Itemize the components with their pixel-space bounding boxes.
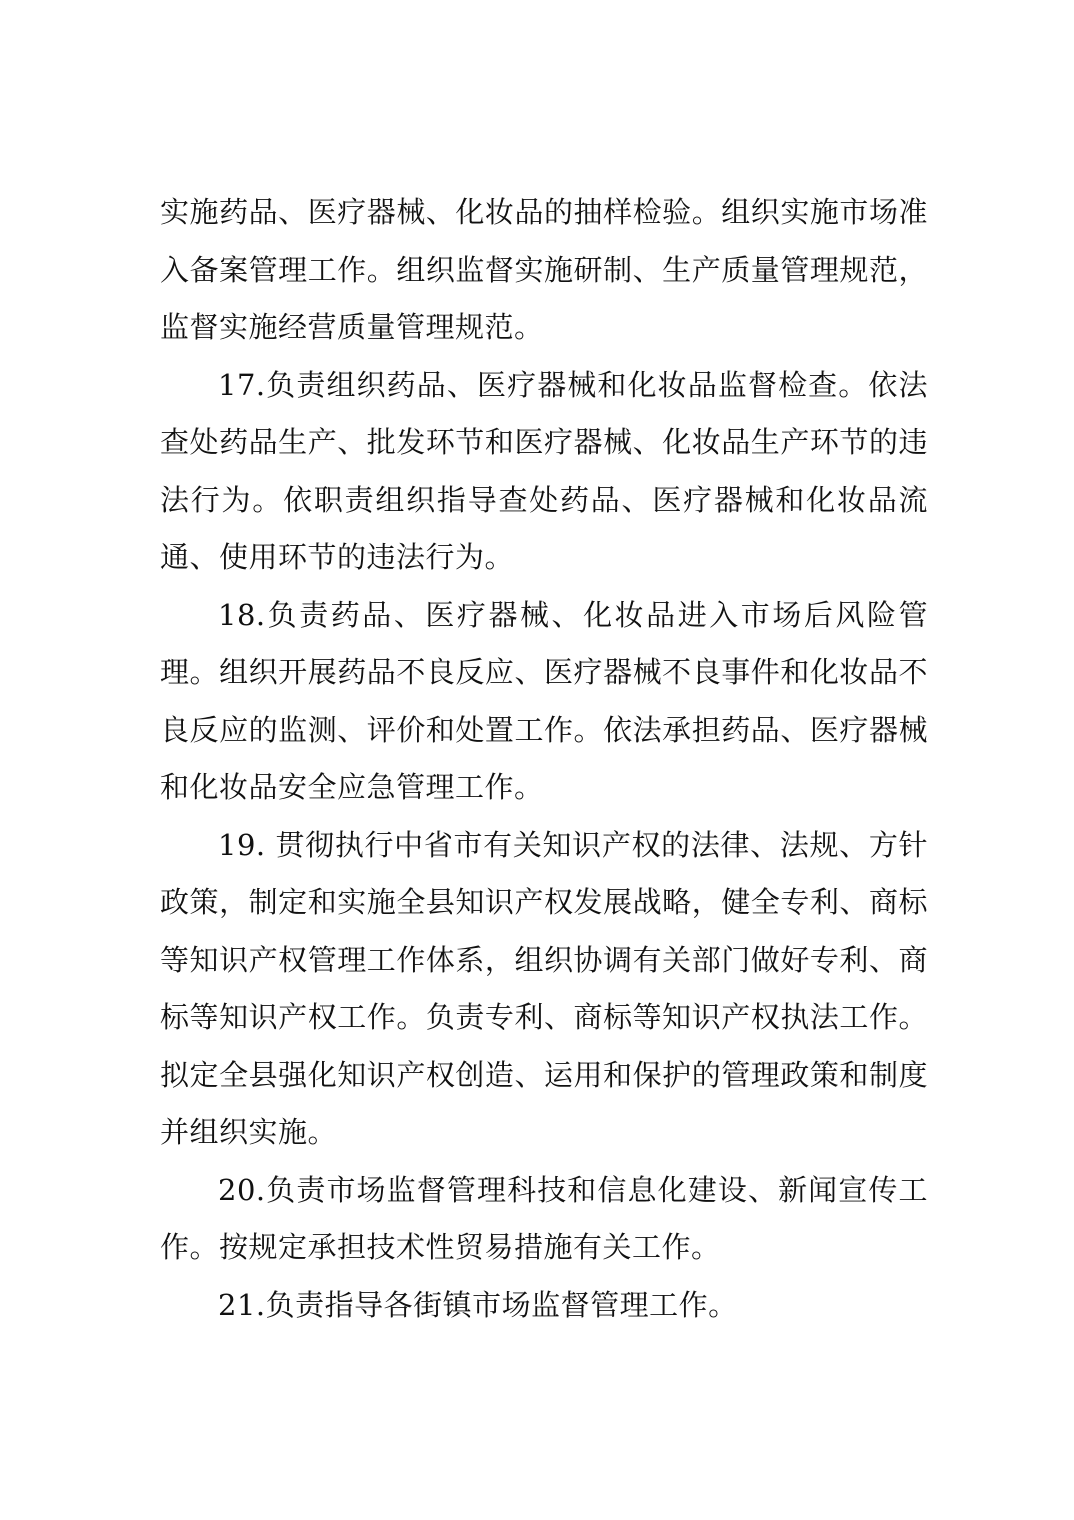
paragraph-16-continuation: 实施药品、医疗器械、化妆品的抽样检验。组织实施市场准入备案管理工作。组织监督实施研制、生产质量管理规范，监督实施经营质量管理规范。: [160, 195, 928, 344]
document-body: [160, 184, 928, 1334]
paragraph-17: 17.负责组织药品、医疗器械和化妆品监督检查。依法查处药品生产、批发环节和医疗器械、化妆品生产环节的违法行为。依职责组织指导查处药品、医疗器械和化妆品流通、使用环节的违法行为。: [160, 367, 928, 574]
paragraph-20: 20.负责市场监督管理科技和信息化建设、新闻宣传工作。按规定承担技术性贸易措施有关工作。: [160, 1172, 928, 1264]
paragraph-19: 19. 贯彻执行中省市有关知识产权的法律、法规、方针政策，制定和实施全县知识产权发展战略，健全专利、商标等知识产权管理工作体系，组织协调有关部门做好专利、商标等知识产权工作。负责专利、商标等知识产权执法工作。拟定全县强化知识产权创造、运用和保护的管理政策和制度并组织实施。: [160, 827, 928, 1149]
paragraph-21: 21.负责指导各街镇市场监督管理工作。: [218, 1287, 738, 1322]
paragraph-18: 18.负责药品、医疗器械、化妆品进入市场后风险管理。组织开展药品不良反应、医疗器械不良事件和化妆品不良反应的监测、评价和处置工作。依法承担药品、医疗器械和化妆品安全应急管理工作。: [160, 597, 928, 804]
